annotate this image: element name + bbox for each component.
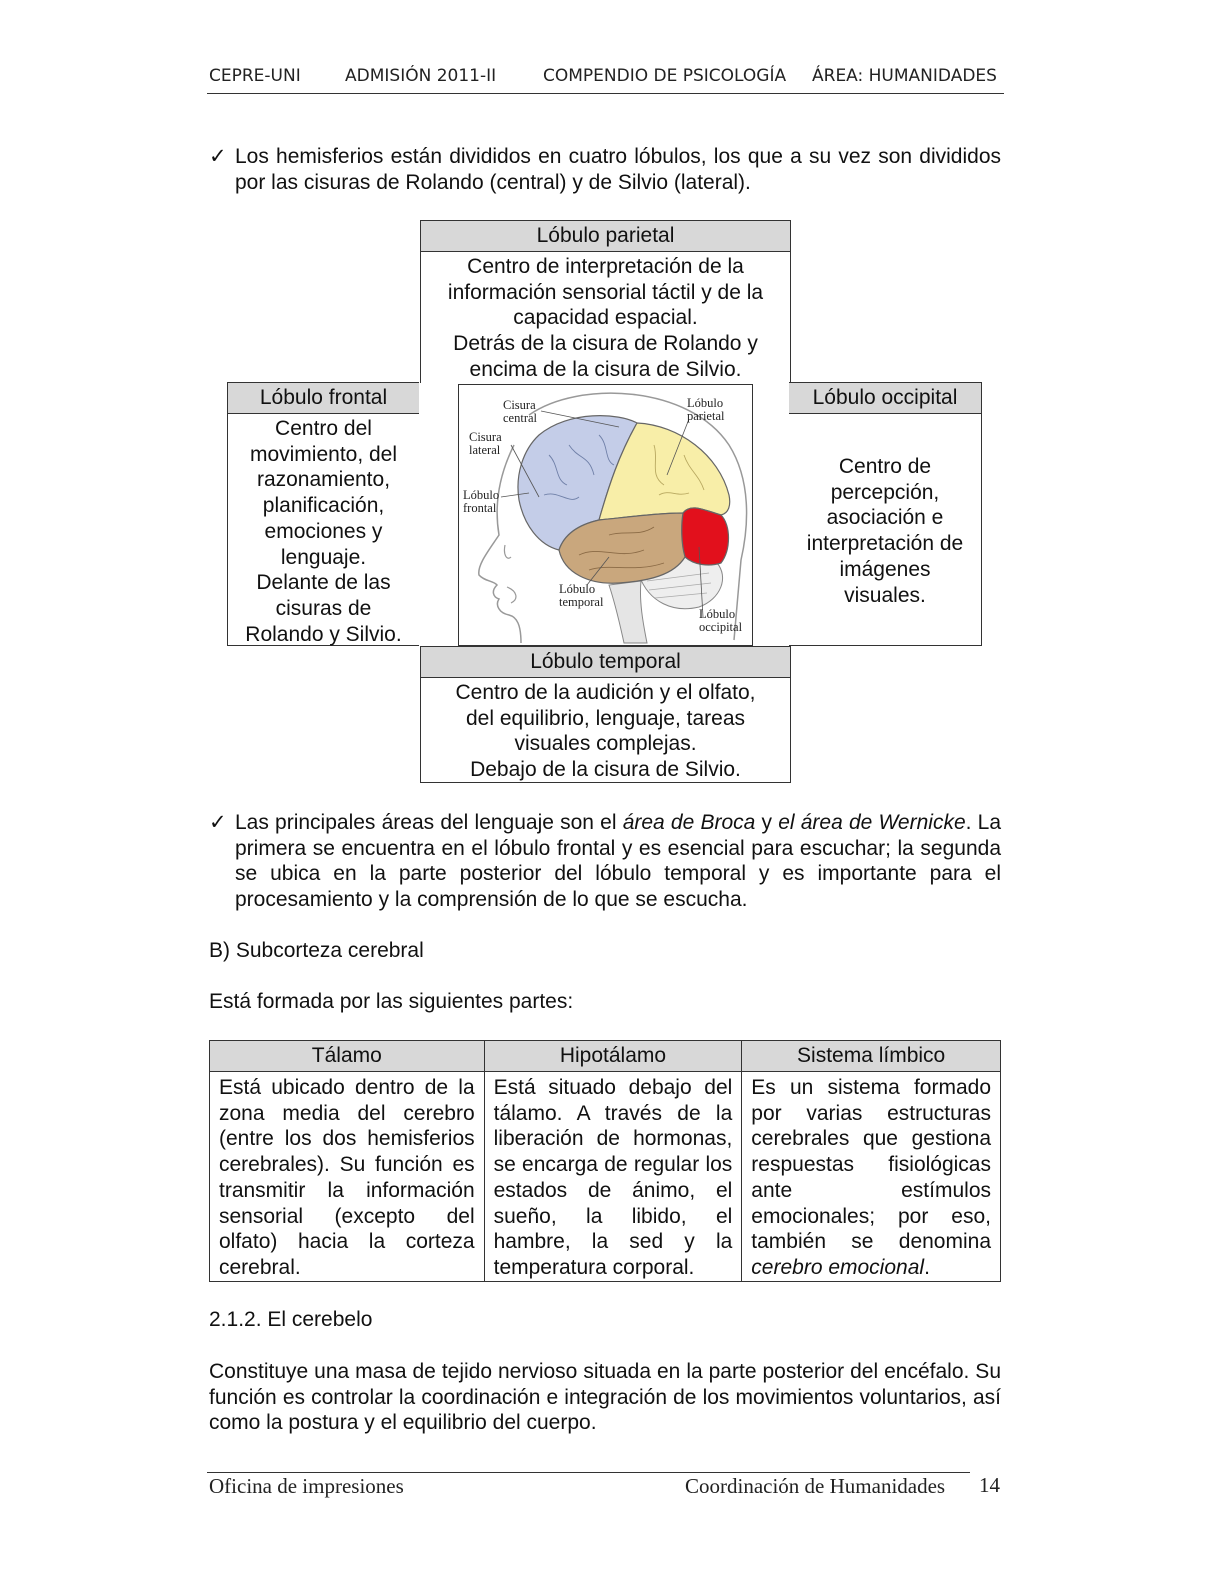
text-line: planificación, <box>262 494 385 518</box>
table-header-row <box>210 1041 1001 1072</box>
text-line: emociones y <box>264 519 383 543</box>
header-rule <box>207 93 1004 94</box>
text-line: del equilibrio, lenguaje, tareas <box>465 706 746 730</box>
text-run: . <box>924 1255 930 1279</box>
check-icon: ✓ <box>209 145 227 168</box>
text-line: Delante de las <box>256 571 391 595</box>
subcortex-intro: Está formada por las siguientes partes: <box>209 990 574 1013</box>
text-line: razonamiento, <box>256 468 391 492</box>
text-line: interpretación de <box>806 532 964 556</box>
text-run: . La primera se encuentra en el lóbulo frontal y es esencial para escuchar; la segunda se ubica en la parte posterior del lóbulo temporal y es importante para el procesamiento y la comprensión de lo que se escucha. <box>235 811 1002 912</box>
check-icon: ✓ <box>209 811 227 834</box>
limbico-description <box>742 1072 1001 1282</box>
column-header-hipotalamo: Hipotálamo <box>484 1041 742 1072</box>
talamo-description: Está ubicado dentro de la zona media del cerebro (entre los dos hemisferios cerebrales). Su función es transmitir la información sensorial (excepto del olfato) hacia la corteza cerebral. <box>210 1072 485 1282</box>
text-line: lenguaje. <box>280 545 367 569</box>
header-compendium: COMPENDIO DE PSICOLOGÍA <box>543 66 787 86</box>
brain-label-parietal: Lóbulo parietal <box>687 396 725 423</box>
text-line: asociación e <box>826 506 944 530</box>
column-header-limbico: Sistema límbico <box>742 1041 1001 1072</box>
brain-label-frontal: Lóbulo frontal <box>463 488 500 515</box>
frontal-lobe-description <box>228 414 419 647</box>
brain-label-lateral-fissure: Cisura lateral <box>469 430 502 457</box>
brain-label-temporal: Lóbulo temporal <box>559 582 604 609</box>
occipital-lobe-box <box>789 382 982 646</box>
text-line: capacidad espacial. <box>513 306 698 330</box>
text-line: cisuras de <box>275 596 372 620</box>
text-line: visuales. <box>844 583 926 607</box>
footer-right: Coordinación de Humanidades <box>685 1474 946 1498</box>
occipital-lobe-title: Lóbulo occipital <box>789 383 981 414</box>
text-line: encima de la cisura de Silvio. <box>469 357 742 381</box>
text-line: percepción, <box>830 480 940 504</box>
text-line: Centro de <box>838 455 932 478</box>
footer-rule <box>207 1472 970 1473</box>
text-line: Centro de interpretación de la <box>467 255 744 278</box>
broca-term: área de Broca <box>622 811 756 834</box>
temporal-lobe-title: Lóbulo temporal <box>421 647 790 678</box>
parietal-lobe-box <box>420 220 791 383</box>
text-line: Centro del <box>275 417 372 440</box>
language-areas-paragraph <box>235 810 1001 913</box>
temporal-lobe-box <box>420 646 791 783</box>
cerebellum-heading: 2.1.2. El cerebelo <box>209 1308 373 1331</box>
frontal-lobe-title: Lóbulo frontal <box>228 383 419 414</box>
text-line: movimiento, del <box>249 442 398 466</box>
subcortex-table <box>209 1040 1001 1282</box>
text-run: Las principales áreas del lenguaje son el <box>235 811 623 834</box>
header-institution: CEPRE-UNI <box>209 66 301 86</box>
text-line: Rolando y Silvio. <box>245 622 402 646</box>
brain-label-central-fissure: Cisura central <box>503 398 538 425</box>
text-line: Detrás de la cisura de Rolando y <box>453 332 758 356</box>
text-line: imágenes <box>839 557 931 581</box>
text-line: Centro de la audición y el olfato, <box>455 681 756 704</box>
text-run: y <box>755 811 779 834</box>
cerebellum-paragraph: Constituye una masa de tejido nervioso situada en la parte posterior del encéfalo. Su función es controlar la coordinación e integración de los movimientos voluntarios, así como la postura y el equilibrio del cuerpo. <box>209 1360 1001 1435</box>
header-area: ÁREA: HUMANIDADES <box>812 66 997 86</box>
frontal-lobe-box <box>227 382 419 646</box>
column-header-talamo: Tálamo <box>210 1041 485 1072</box>
header-admission: ADMISIÓN 2011-II <box>345 66 497 86</box>
occipital-lobe-description <box>789 414 981 608</box>
parietal-lobe-title: Lóbulo parietal <box>421 221 790 252</box>
wernicke-term: el área de Wernicke <box>778 811 966 834</box>
text-run: Es un sistema formado por varias estructuras cerebrales que gestiona respuestas fisiológicas ante estímulos emocionales; por eso, también se denomina <box>751 1076 991 1254</box>
page-number: 14 <box>979 1473 1000 1497</box>
parietal-lobe-description <box>421 252 790 383</box>
text-line: información sensorial táctil y de la <box>447 280 764 304</box>
temporal-lobe-description <box>421 678 790 783</box>
subcortex-heading: B) Subcorteza cerebral <box>209 939 424 962</box>
intro-paragraph: Los hemisferios están divididos en cuatro lóbulos, los que a su vez son divididos por las cisuras de Rolando (central) y de Silvio (lateral). <box>235 145 1001 194</box>
footer-left: Oficina de impresiones <box>209 1474 404 1498</box>
table-row <box>210 1072 1001 1282</box>
hipotalamo-description: Está situado debajo del tálamo. A través de la liberación de hormonas, se encarga de regular los estados de ánimo, el sueño, la libido, el hambre, la sed y la temperatura corporal. <box>484 1072 742 1282</box>
brain-label-occipital: Lóbulo occipital <box>699 607 743 634</box>
brain-illustration <box>458 384 753 646</box>
text-line: visuales complejas. <box>514 732 697 756</box>
text-line: Debajo de la cisura de Silvio. <box>470 758 741 782</box>
emotional-brain-term: cerebro emocional <box>751 1255 925 1279</box>
